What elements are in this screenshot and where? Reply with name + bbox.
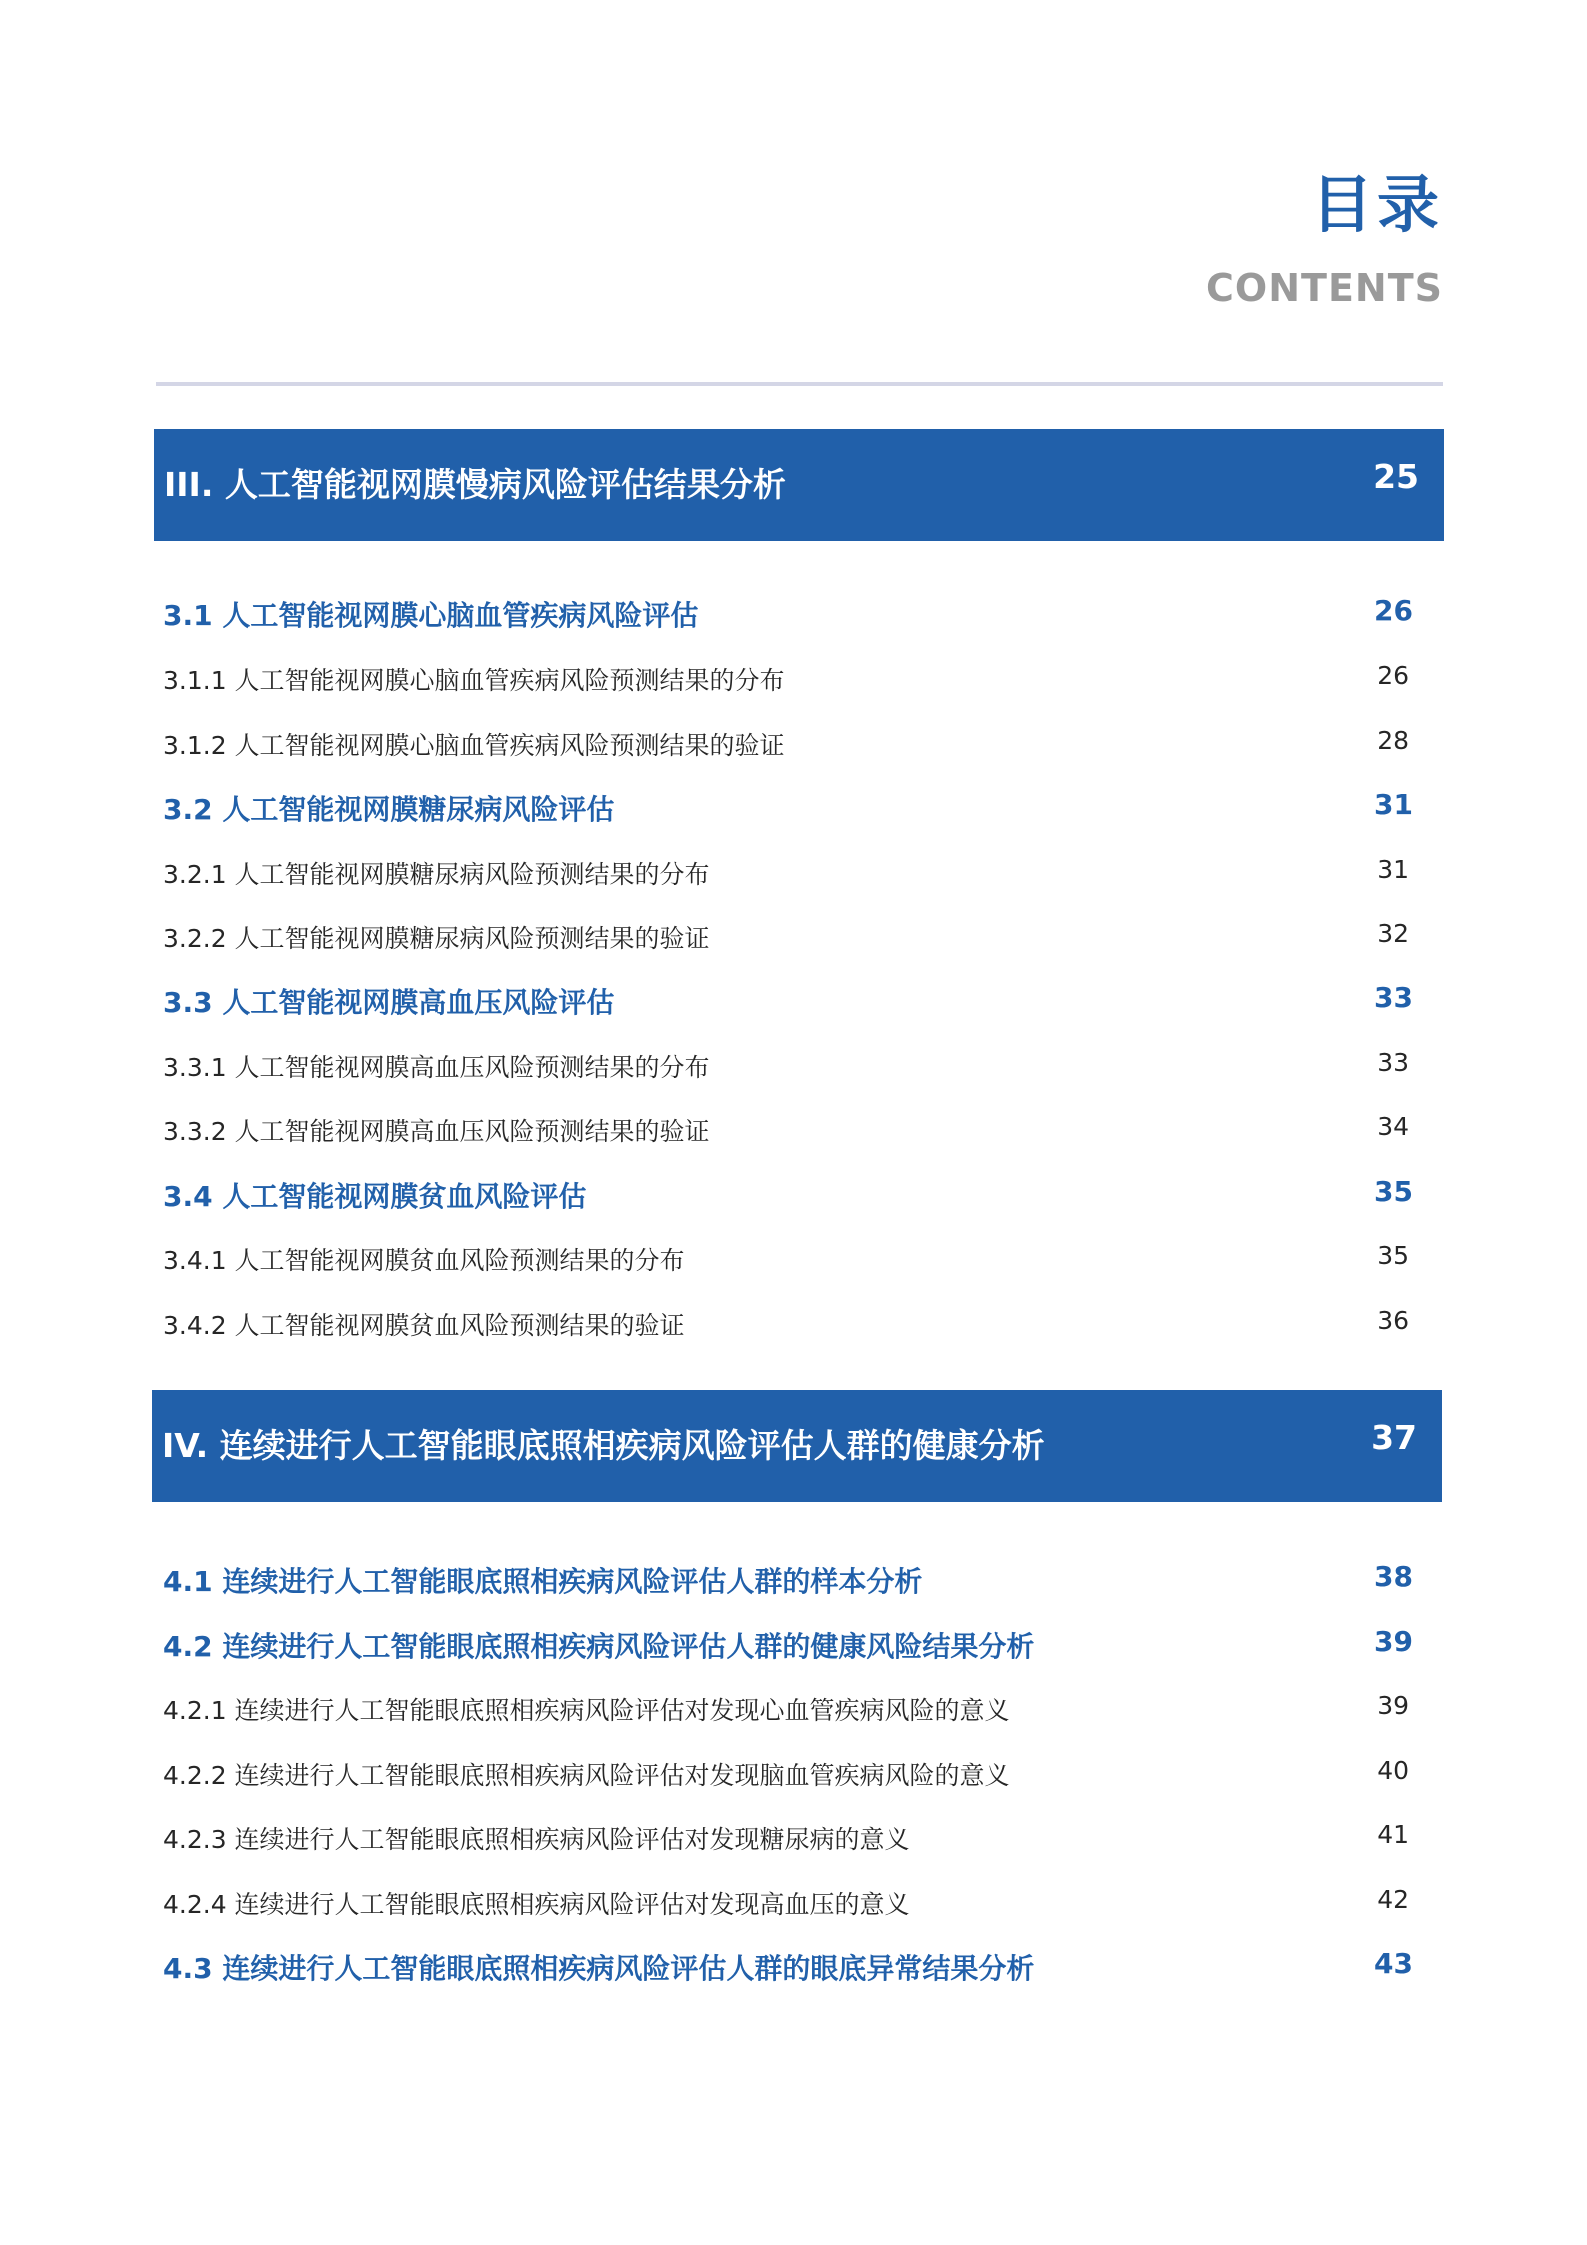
toc-entry-4-1[interactable]	[163, 1557, 1413, 1607]
entry-page: 35	[1374, 1175, 1413, 1208]
entry-label: 3.2 人工智能视网膜糖尿病风险评估	[163, 793, 615, 826]
toc-entry-3-4-1[interactable]	[163, 1236, 1413, 1286]
toc-entry-3-3-1[interactable]	[163, 1043, 1413, 1093]
entry-page: 38	[1374, 1560, 1413, 1593]
toc-title: 目录	[1310, 168, 1443, 241]
toc-entry-3-3[interactable]	[163, 978, 1413, 1028]
toc-entry-3-4[interactable]	[163, 1172, 1413, 1222]
entry-label: 3.4 人工智能视网膜贫血风险评估	[163, 1180, 587, 1213]
section-page: 37	[1371, 1418, 1417, 1457]
entry-page: 42	[1377, 1885, 1409, 1914]
entry-label: 4.1 连续进行人工智能眼底照相疾病风险评估人群的样本分析	[163, 1565, 923, 1598]
entry-label: 3.1 人工智能视网膜心脑血管疾病风险评估	[163, 599, 699, 632]
section-page: 25	[1373, 457, 1419, 496]
toc-entry-4-2[interactable]	[163, 1622, 1413, 1672]
entry-page: 43	[1374, 1947, 1413, 1980]
entry-label: 3.4.1 人工智能视网膜贫血风险预测结果的分布	[163, 1246, 685, 1275]
entry-page: 33	[1374, 981, 1413, 1014]
entry-page: 31	[1377, 855, 1409, 884]
entry-page: 39	[1377, 1691, 1409, 1720]
entry-page: 31	[1374, 788, 1413, 821]
toc-entry-3-2-2[interactable]	[163, 914, 1413, 964]
header-divider	[156, 382, 1443, 386]
entry-label: 3.2.2 人工智能视网膜糖尿病风险预测结果的验证	[163, 924, 710, 953]
toc-entry-3-1-1[interactable]	[163, 656, 1413, 706]
entry-page: 26	[1374, 594, 1413, 627]
entry-label: 3.2.1 人工智能视网膜糖尿病风险预测结果的分布	[163, 860, 710, 889]
section-heading-4[interactable]	[152, 1390, 1442, 1502]
entry-page: 40	[1377, 1756, 1409, 1785]
entry-label: 3.3 人工智能视网膜高血压风险评估	[163, 986, 615, 1019]
section-title: III. 人工智能视网膜慢病风险评估结果分析	[164, 465, 786, 504]
entry-label: 4.2 连续进行人工智能眼底照相疾病风险评估人群的健康风险结果分析	[163, 1630, 1035, 1663]
toc-entry-3-4-2[interactable]	[163, 1301, 1413, 1351]
entry-page: 35	[1377, 1241, 1409, 1270]
entry-label: 3.3.1 人工智能视网膜高血压风险预测结果的分布	[163, 1053, 710, 1082]
entry-label: 3.1.2 人工智能视网膜心脑血管疾病风险预测结果的验证	[163, 731, 785, 760]
toc-entry-4-2-4[interactable]	[163, 1880, 1413, 1930]
entry-label: 4.2.3 连续进行人工智能眼底照相疾病风险评估对发现糖尿病的意义	[163, 1825, 910, 1854]
entry-label: 3.1.1 人工智能视网膜心脑血管疾病风险预测结果的分布	[163, 666, 785, 695]
toc-entry-4-2-3[interactable]	[163, 1815, 1413, 1865]
entry-label: 4.2.4 连续进行人工智能眼底照相疾病风险评估对发现高血压的意义	[163, 1890, 910, 1919]
toc-entry-4-3[interactable]	[163, 1944, 1413, 1994]
toc-header	[1206, 165, 1443, 313]
entry-label: 4.2.2 连续进行人工智能眼底照相疾病风险评估对发现脑血管疾病风险的意义	[163, 1761, 1010, 1790]
toc-subtitle: CONTENTS	[1206, 266, 1443, 310]
entry-page: 26	[1377, 661, 1409, 690]
entry-page: 39	[1374, 1625, 1413, 1658]
entry-page: 32	[1377, 919, 1409, 948]
entry-label: 3.4.2 人工智能视网膜贫血风险预测结果的验证	[163, 1311, 685, 1340]
toc-entry-3-3-2[interactable]	[163, 1107, 1413, 1157]
entry-page: 28	[1377, 726, 1409, 755]
toc-entry-4-2-2[interactable]	[163, 1751, 1413, 1801]
toc-entry-3-1[interactable]	[163, 591, 1413, 641]
toc-entry-3-1-2[interactable]	[163, 721, 1413, 771]
section-title: IV. 连续进行人工智能眼底照相疾病风险评估人群的健康分析	[162, 1426, 1045, 1465]
toc-entry-4-2-1[interactable]	[163, 1686, 1413, 1736]
toc-entry-3-2[interactable]	[163, 785, 1413, 835]
section-heading-3[interactable]	[154, 429, 1444, 541]
entry-label: 4.3 连续进行人工智能眼底照相疾病风险评估人群的眼底异常结果分析	[163, 1952, 1035, 1985]
toc-entry-3-2-1[interactable]	[163, 850, 1413, 900]
entry-label: 3.3.2 人工智能视网膜高血压风险预测结果的验证	[163, 1117, 710, 1146]
entry-page: 34	[1377, 1112, 1409, 1141]
entry-label: 4.2.1 连续进行人工智能眼底照相疾病风险评估对发现心血管疾病风险的意义	[163, 1696, 1010, 1725]
entry-page: 33	[1377, 1048, 1409, 1077]
entry-page: 36	[1377, 1306, 1409, 1335]
entry-page: 41	[1377, 1820, 1409, 1849]
